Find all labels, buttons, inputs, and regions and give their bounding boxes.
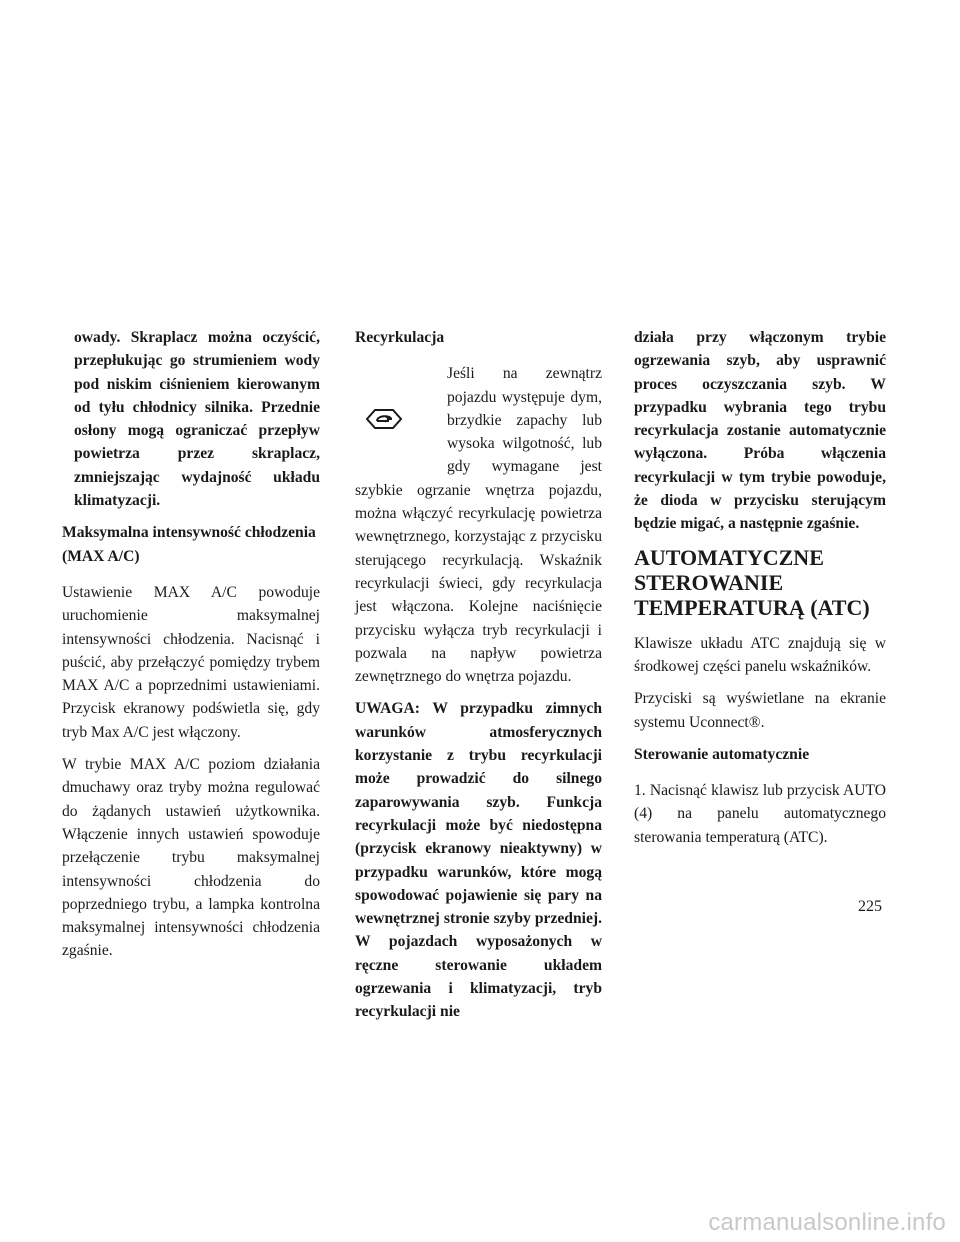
heading-auto: Sterowanie automatycznie [634, 745, 810, 763]
section-title-atc: AUTOMATYCZNE STEROWANIE TEMPERATURĄ (ATC) [634, 544, 870, 620]
paragraph-atc-2: Przyciski są wyświetlane na ekranie systemu Uconnect®. [634, 690, 886, 731]
watermark: carmanualsonline.info [708, 1209, 946, 1236]
page-number: 225 [858, 898, 882, 915]
paragraph-atc-3: 1. Nacisnąć klawisz lub przycisk AUTO (4) na panelu automatycznego sterowania temperaturą (ATC). [634, 782, 886, 846]
note-recirculation: UWAGA: W przypadku zimnych warunków atmosferycznych korzystanie z trybu recyrkulacji może prowadzić do silnego zaparowywania szyb. Funkcja recyrkulacji może być niedostępna (przycisk ekranowy nieaktywny) w przypadku warunków, które mogą spowodować pojawienie się pary na wewnętrznej stronie szyby przedniej. W pojazdach wyposażonych w ręczne sterowanie układem ogrzewania i klimatyzacji, tryb recyrkulacji nie [355, 700, 602, 1021]
note-continuation: działa przy włączonym trybie ogrzewania szyb, aby usprawnić proces oczyszczania szyb. W przypadku wybrania tego trybu recyrkulacja zostanie automatycznie wyłączona. Próba włączenia recyrkulacji w tym trybie powoduje, że dioda w przycisku sterującym będzie migać, a następnie zgaśnie. [634, 329, 886, 533]
column-middle [355, 326, 602, 1033]
paragraph-max-ac-2: W trybie MAX A/C poziom działania dmuchawy oraz tryby można regulować do żądanych ustawień użytkownika. Włączenie innych ustawień spowoduje przełączenie trybu maksymalnej intensywności chłodzenia do poprzedniego trybu, a lampka kontrolna maksymalnej intensywności chłodzenia zgaśnie. [62, 756, 320, 960]
recirculation-icon [355, 362, 447, 460]
column-right [634, 326, 886, 858]
paragraph-recirculation: Jeśli na zewnątrz pojazdu występuje dym, brzydkie zapachy lub wysoka wilgotność, lub gdy wymagane jest szybkie ogrzanie wnętrza pojazdu, można włączyć recyrkulację powietrza wewnętrznego, korzystając z przycisku sterującego recyrkulacją. Wskaźnik recyrkulacji świeci, gdy recyrkulacja jest włączona. Kolejne naciśnięcie przycisku wyłącza tryb recyrkulacji i pozwala na napływ powietrza zewnętrznego do wnętrza pojazdu. [355, 365, 602, 686]
heading-recirculation: Recyrkulacja [355, 329, 445, 346]
paragraph-max-ac-1: Ustawienie MAX A/C powoduje uruchomienie maksymalnej intensywności chłodzenia. Nacisnąć i puścić, aby przełączyć pomiędzy trybem MAX A/C a poprzednimi ustawieniami. Przycisk ekranowy podświetla się, gdy tryb Max A/C jest włączony. [62, 583, 320, 741]
paragraph-atc-1: Klawisze układu ATC znajdują się w środkowej części panelu wskaźników. [634, 634, 886, 675]
column-left [62, 326, 320, 972]
warning-continuation: owady. Skraplacz można oczyścić, przepłukując go strumieniem wody pod niskim ciśnieniem kierowanym od tyłu chłodnicy silnika. Przednie osłony mogą ograniczać przepływ powietrza przez skraplacz, zmniejszając wydajność układu klimatyzacji. [74, 329, 320, 510]
heading-max-ac: Maksymalna intensywność chłodzenia (MAX A/C) [62, 524, 316, 565]
